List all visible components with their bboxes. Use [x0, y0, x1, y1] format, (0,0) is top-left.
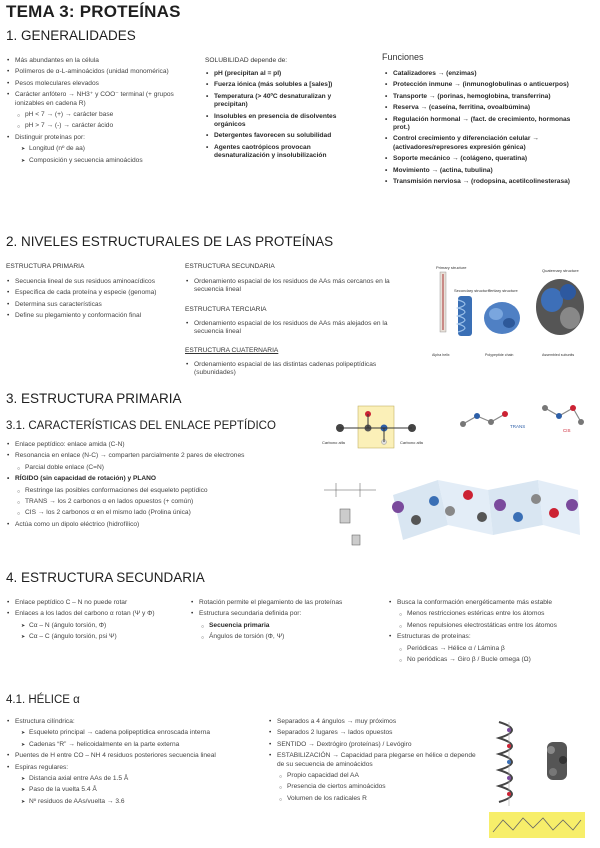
list-item: • Distinguir proteínas por: — [6, 134, 181, 142]
list-item: • Espiras regulares: — [6, 764, 261, 772]
list-item: ○ No periódicas → Giro β / Bucle omega (Ω) — [398, 656, 593, 664]
list-item: • Puentes de H entre CO – NH 4 residuos posteriores secuencia lineal — [6, 752, 261, 760]
list-item: • Determina sus características — [6, 301, 171, 309]
list-item: ○ Ángulos de torsión (Φ, Ψ) — [200, 633, 380, 641]
list-item: • Específica de cada proteína y especie (genoma) — [6, 289, 171, 297]
list-item: ○ Menos repulsiones electrostáticas entre los átomos — [398, 622, 593, 630]
list-item: • Estructura secundaria definida por: — [190, 610, 380, 618]
list-item: ○ Propio capacidad del AA — [278, 772, 478, 780]
trans-molecule — [460, 411, 525, 429]
primary-chain-beads — [440, 272, 446, 332]
helix-ribbon — [499, 722, 512, 806]
list-item: • Ordenamiento espacial de los residuos de AAs más cercanos en la secuencia lineal — [185, 278, 395, 295]
list-item: • Temperatura (> 40ºC desnaturalizan y precipitan) — [205, 93, 355, 110]
list-item: • Detergentes favorecen su solubilidad — [205, 132, 355, 140]
list-item: ➤ Cα – N (ángulo torsión, Φ) — [20, 622, 186, 630]
list-item: ○ Menos restricciones estéricas entre los átomos — [398, 610, 593, 618]
section-1-heading: 1. GENERALIDADES — [6, 28, 136, 43]
s4-col1 — [6, 599, 186, 645]
trans-label: TRANS — [510, 424, 526, 429]
list-item: • Carácter anfótero → NH3⁺ y COO⁻ terminal (+ grupos ionizables en cadena R) — [6, 91, 181, 108]
s2-quaternary-list — [185, 361, 395, 381]
list-item: ○ Secuencia primaria — [200, 622, 380, 630]
s2-primary-list — [6, 278, 171, 324]
list-item: • Más abundantes en la célula — [6, 57, 181, 65]
s1-functions — [384, 70, 584, 189]
section-4-1-heading: 4.1. HÉLICE α — [6, 694, 80, 706]
helix-spacefill — [547, 742, 567, 780]
peptide-bond-figure — [318, 398, 433, 458]
section-2-heading: 2. NIVELES ESTRUCTURALES DE LAS PROTEÍNAS — [6, 234, 334, 249]
list-item: ○ Restringe las posibles conformaciones del esqueleto peptídico — [16, 487, 306, 495]
fig-label-alpha: Alpha helix — [432, 353, 450, 357]
list-item: ○ Parcial doble enlace (C=N) — [16, 464, 306, 472]
trans-cis-figure — [455, 398, 590, 438]
list-item: ○ Volumen de los radicales R — [278, 795, 478, 803]
cis-label: CIS — [563, 428, 571, 433]
s3-list — [6, 441, 306, 532]
list-item: • Control crecimiento y diferenciación celular → (activadores/represores expresión génica) — [384, 135, 584, 152]
list-item: • Rotación permite el plegamiento de las proteínas — [190, 599, 380, 607]
list-item: • Catalizadores → (enzimas) — [384, 70, 584, 78]
list-item: • Protección inmune → (inmunoglobulinas o anticuerpos) — [384, 81, 584, 89]
list-item: • Regulación hormonal → (fact. de crecimiento, hormonas prot.) — [384, 116, 584, 133]
list-item: ➤ Cadenas “R” → helicoidalmente en la parte externa — [20, 741, 261, 749]
list-item: • Fuerza iónica (más solubles a [sales]) — [205, 81, 355, 89]
section-4-heading: 4. ESTRUCTURA SECUNDARIA — [6, 570, 205, 585]
list-item: • Enlaces a los lados del carbono α rotan (Ψ y Φ) — [6, 610, 186, 618]
s1-solubility-heading: SOLUBILIDAD depende de: — [205, 57, 288, 64]
tertiary-blob — [484, 302, 520, 334]
s4-col3 — [388, 599, 593, 667]
list-item: • Define su plegamiento y conformación final — [6, 312, 171, 320]
fig-label-assembled: Assembled subunits — [542, 353, 575, 357]
list-item: ➤ Paso de la vuelta 5.4 Å — [20, 786, 261, 794]
fig-label-quaternary: Quaternary structure — [542, 268, 579, 273]
list-item: • Busca la conformación energéticamente más estable — [388, 599, 593, 607]
page-title: TEMA 3: PROTEÍNAS — [6, 2, 181, 21]
s1-functions-heading: Funciones — [382, 52, 424, 62]
list-item: ➤ Cα – C (ángulo torsión, psi Ψ) — [20, 633, 186, 641]
list-item: • Ordenamiento espacial de los residuos de AAs más alejados en la secuencia lineal — [185, 320, 395, 337]
list-item: • Reserva → (caseína, ferritina, ovoalbúmina) — [384, 104, 584, 112]
structure-levels-figure — [430, 262, 592, 372]
list-item: • Estructuras de proteínas: — [388, 633, 593, 641]
list-item: • Ordenamiento espacial de las distintas cadenas polipeptídicas (subunidades) — [185, 361, 395, 378]
list-item: ○ pH > 7 → (-) → carácter ácido — [16, 122, 181, 130]
list-item: • Secuencia lineal de sus residuos aminoacídicos — [6, 278, 171, 286]
list-item: • ESTABILIZACIÓN → Capacidad para plegarse en hélice α depende de su secuencia de aminoácidos — [268, 752, 478, 769]
list-item: • Separados a 4 ángulos → muy próximos — [268, 718, 478, 726]
list-item: ➤ Composición y secuencia aminoácidos — [20, 157, 181, 165]
list-item: ○ CIS → los 2 carbonos α en el mismo lado (Prolina única) — [16, 509, 306, 517]
s41-col2 — [268, 718, 478, 806]
list-item: • Actúa como un dipolo eléctrico (hidrofílico) — [6, 521, 306, 529]
s1-col1 — [6, 57, 181, 168]
list-item: ➤ Longitud (nº de aa) — [20, 145, 181, 153]
fig-label-chain: Polypeptide chain — [485, 353, 514, 357]
list-item: • Resonancia en enlace (N-C) → comparten parcialmente 2 pares de electrones — [6, 452, 306, 460]
list-item: ➤ Esqueleto principal → cadena polipeptídica enroscada interna — [20, 729, 261, 737]
list-item: • pH (precipitan al = pI) — [205, 70, 355, 78]
list-item: • Movimiento → (actina, tubulina) — [384, 167, 584, 175]
helix-sequence-strip — [489, 812, 585, 838]
chemical-formula — [324, 483, 376, 545]
s2-quaternary-heading: ESTRUCTURA CUATERNARIA — [185, 347, 279, 354]
list-item: • RÍGIDO (sin capacidad de rotación) y PLANO — [6, 475, 306, 483]
quaternary-blob — [536, 279, 584, 335]
s4-col2 — [190, 599, 380, 645]
list-item: ➤ Nº residuos de AAs/vuelta → 3.6 — [20, 798, 261, 806]
fig-label-calpha-1: Carbono alfa — [322, 440, 345, 445]
list-item: • Estructura cilíndrica: — [6, 718, 261, 726]
s1-col2 — [205, 70, 355, 164]
s2-tertiary-list — [185, 320, 395, 340]
cis-molecule — [542, 405, 584, 433]
list-item: • Enlace peptídico: enlace amida (C-N) — [6, 441, 306, 449]
section-3-1-heading: 3.1. CARACTERÍSTICAS DEL ENLACE PEPTÍDICO — [6, 420, 276, 432]
list-item: ○ pH < 7 → (+) → carácter base — [16, 111, 181, 119]
list-item: • Transporte → (porinas, hemoglobina, transferrina) — [384, 93, 584, 101]
list-item: • Soporte mecánico → (colágeno, queratina) — [384, 155, 584, 163]
list-item: ○ Presencia de ciertos aminoácidos — [278, 783, 478, 791]
fig-label-calpha-2: Carbono alfa — [400, 440, 423, 445]
list-item: • SENTIDO → Dextrógiro (proteínas) / Levógiro — [268, 741, 478, 749]
list-item: • Polímeros de α-L-aminoácidos (unidad monomérica) — [6, 68, 181, 76]
backbone-figure — [318, 465, 598, 560]
list-item: • Enlace peptídico C – N no puede rotar — [6, 599, 186, 607]
list-item: • Pesos moleculares elevados — [6, 80, 181, 88]
s2-secondary-heading: ESTRUCTURA SECUNDARIA — [185, 263, 275, 270]
list-item: ➤ Distancia axial entre AAs de 1.5 Å — [20, 775, 261, 783]
list-item: ○ Periódicas → Hélice α / Lámina β — [398, 645, 593, 653]
s2-tertiary-heading: ESTRUCTURA TERCIARIA — [185, 306, 267, 313]
list-item: • Insolubles en presencia de disolventes orgánicos — [205, 113, 355, 130]
fig-label-primary: Primary structure — [436, 265, 467, 270]
fig-label-secondary: Secondary structure — [454, 288, 490, 293]
list-item: • Transmisión nerviosa → (rodopsina, acetilcolinesterasa) — [384, 178, 584, 186]
list-item: ○ TRANS → los 2 carbonos α en lados opuestos (+ común) — [16, 498, 306, 506]
list-item: • Separados 2 lugares → lados opuestos — [268, 729, 478, 737]
fig-label-tertiary: Tertiary structure — [488, 288, 518, 293]
alpha-helix-figure — [485, 716, 590, 844]
alpha-helix-drawing — [458, 296, 472, 336]
s2-primary-heading: ESTRUCTURA PRIMARIA — [6, 263, 85, 270]
s2-secondary-list — [185, 278, 395, 298]
s41-col1 — [6, 718, 261, 809]
list-item: • Agentes caotrópicos provocan desnaturalización y insolubilización — [205, 144, 355, 161]
section-3-heading: 3. ESTRUCTURA PRIMARIA — [6, 391, 182, 406]
